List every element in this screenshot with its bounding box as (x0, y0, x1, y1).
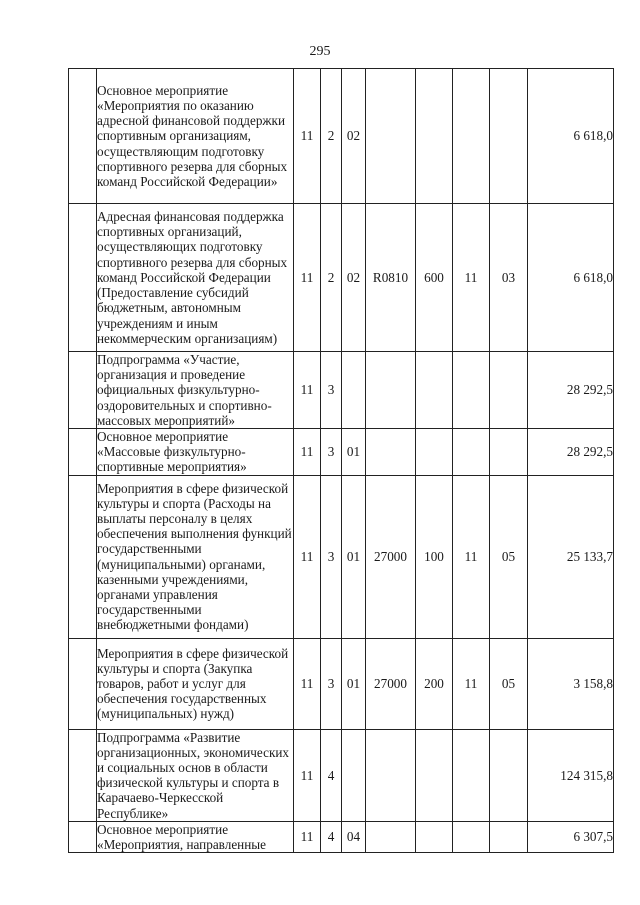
expense-type-cell (416, 429, 453, 476)
row-number-cell (69, 475, 97, 638)
program-code-cell: 11 (294, 638, 321, 729)
subsection-cell (490, 821, 528, 852)
expense-name-cell: Подпрограмма «Развитие организационных, экономических и социальных основ в области физической культуры и спорта в Карачаево-Черкесской Республике» (97, 729, 294, 821)
section-cell: 11 (453, 475, 490, 638)
table-row (69, 204, 614, 352)
subsection-cell (490, 352, 528, 429)
expense-type-cell (416, 729, 453, 821)
table-row (69, 729, 614, 821)
measure-code-cell: 01 (342, 429, 366, 476)
row-number-cell (69, 69, 97, 204)
expense-name-cell: Мероприятия в сфере физической культуры и спорта (Расходы на выплаты персоналу в целях обеспечения выполнения функций государственными (муниципальными) органами, казенными учреждениями, органами управления государственными внебюджетными фондами) (97, 475, 294, 638)
section-cell: 11 (453, 638, 490, 729)
measure-code-cell: 02 (342, 69, 366, 204)
subprogram-code-cell: 3 (321, 638, 342, 729)
expense-name-cell: Основное мероприятие «Массовые физкультурно-спортивные мероприятия» (97, 429, 294, 476)
table-row (69, 69, 614, 204)
direction-code-cell (366, 69, 416, 204)
table-row (69, 429, 614, 476)
measure-code-cell (342, 729, 366, 821)
row-number-cell (69, 821, 97, 852)
program-code-cell: 11 (294, 204, 321, 352)
section-cell (453, 352, 490, 429)
amount-cell: 25 133,7 (528, 475, 614, 638)
direction-code-cell (366, 821, 416, 852)
subsection-cell: 05 (490, 638, 528, 729)
section-cell (453, 429, 490, 476)
page-number: 295 (309, 44, 331, 59)
expense-name-cell: Адресная финансовая поддержка спортивных организаций, осуществляющих подготовку спортивного резерва для сборных команд Российской Федерации (Предоставление субсидий бюджетным, автономным учреждениям и иным некоммерческим организациям) (97, 204, 294, 352)
table-row (69, 352, 614, 429)
expense-name-cell: Основное мероприятие «Мероприятия по оказанию адресной финансовой поддержки спортивным организациям, осуществляющим подготовку спортивного резерва для сборных команд Российской Федерации» (97, 69, 294, 204)
program-code-cell: 11 (294, 821, 321, 852)
subsection-cell (490, 69, 528, 204)
expense-name-cell: Основное мероприятие «Мероприятия, направленные (97, 821, 294, 852)
amount-cell: 28 292,5 (528, 429, 614, 476)
amount-cell: 6 618,0 (528, 69, 614, 204)
program-code-cell: 11 (294, 475, 321, 638)
section-cell (453, 69, 490, 204)
expense-type-cell: 600 (416, 204, 453, 352)
measure-code-cell (342, 352, 366, 429)
subprogram-code-cell: 4 (321, 821, 342, 852)
program-code-cell: 11 (294, 69, 321, 204)
expense-type-cell: 100 (416, 475, 453, 638)
subsection-cell: 05 (490, 475, 528, 638)
expense-type-cell (416, 352, 453, 429)
subprogram-code-cell: 3 (321, 429, 342, 476)
expense-type-cell (416, 821, 453, 852)
table-row (69, 475, 614, 638)
measure-code-cell: 01 (342, 638, 366, 729)
section-cell (453, 821, 490, 852)
program-code-cell: 11 (294, 429, 321, 476)
amount-cell: 3 158,8 (528, 638, 614, 729)
measure-code-cell: 02 (342, 204, 366, 352)
expense-type-cell: 200 (416, 638, 453, 729)
budget-table (68, 68, 614, 853)
expense-type-cell (416, 69, 453, 204)
amount-cell: 28 292,5 (528, 352, 614, 429)
subprogram-code-cell: 2 (321, 204, 342, 352)
row-number-cell (69, 204, 97, 352)
amount-cell: 6 307,5 (528, 821, 614, 852)
amount-cell: 6 618,0 (528, 204, 614, 352)
expense-name-cell: Подпрограмма «Участие, организация и проведение официальных физкультурно-оздоровительных и спортивно-массовых мероприятий» (97, 352, 294, 429)
expense-name-cell: Мероприятия в сфере физической культуры и спорта (Закупка товаров, работ и услуг для обеспечения государственных (муниципальных) нужд) (97, 638, 294, 729)
direction-code-cell: R0810 (366, 204, 416, 352)
section-cell: 11 (453, 204, 490, 352)
table-row (69, 638, 614, 729)
subprogram-code-cell: 4 (321, 729, 342, 821)
subsection-cell: 03 (490, 204, 528, 352)
direction-code-cell: 27000 (366, 638, 416, 729)
measure-code-cell: 04 (342, 821, 366, 852)
subprogram-code-cell: 3 (321, 352, 342, 429)
row-number-cell (69, 729, 97, 821)
direction-code-cell: 27000 (366, 475, 416, 638)
row-number-cell (69, 352, 97, 429)
row-number-cell (69, 429, 97, 476)
measure-code-cell: 01 (342, 475, 366, 638)
direction-code-cell (366, 429, 416, 476)
subsection-cell (490, 729, 528, 821)
subsection-cell (490, 429, 528, 476)
direction-code-cell (366, 352, 416, 429)
subprogram-code-cell: 3 (321, 475, 342, 638)
table-row (69, 821, 614, 852)
section-cell (453, 729, 490, 821)
row-number-cell (69, 638, 97, 729)
amount-cell: 124 315,8 (528, 729, 614, 821)
subprogram-code-cell: 2 (321, 69, 342, 204)
direction-code-cell (366, 729, 416, 821)
program-code-cell: 11 (294, 352, 321, 429)
program-code-cell: 11 (294, 729, 321, 821)
